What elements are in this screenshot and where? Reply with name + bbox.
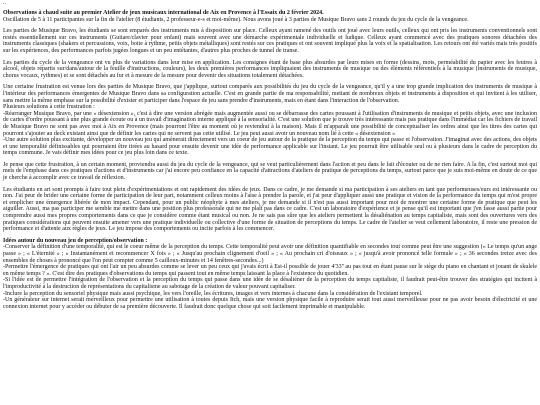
paragraph-action-frustration: Je pense que cette frustration, à un certain moment, proviendra aussi du jeu du cycle de la vengeance, qui se veut particulièrement dans l'action et peu dans le fait d'écouter ou de ne rien faire. A la fin, c'est surtout moi qui mets de l'emphase dans ces pratiques d'actions et d'instruments car j'ai encore peu confiance en la capacité d'attractions d'ateliers de pratique de perceptions du temps, surtout parce que je suis moi-même en doute de ce que je cherche à accomplir avec ce travail de réflexion. xyxy=(3,161,537,182)
idea-item: -Un générateur sur internet serait merveilleux pour permettre une utilisation à toutes depuis Itch, mais une version physique facile à reproduire serait tout aussi merveilleuse pour ne pas avoir besoin d'électricité et une connexion internet pour y accéder ou débuter de sa première découverte. Il faudrait donc quelque chose qui soit facilement imprimable et manipulable. xyxy=(3,297,537,310)
header-dots: .. xyxy=(3,0,6,6)
idea-item: -Conserver la définition d'une temporalité, qui est le coeur même de la perception du temps. Cette temporalité peut avoir une définition quantifiable en secondes tout comme peut être une suggestion (« Le temps qu'un ange passe » ; « L'éternité » ; « Instantanément et recommencer X fois » ; « Jusqu'au prochain clignement d'oeil » ; « Au prochain cri d'oiseaux » ; « jusqu'à avoir prononcé telle formule » ; « 36 secondes treize avec des ensembles de choses à prononcé que l'on peut compter comme 5 cailloux-minutes et 14 fenêtres-secondes...) xyxy=(3,244,537,264)
paragraph-cycle-vengeance: Les parties du cycle de la vengeance ont vu plus de variations dans leur mise en application. Les consignes étant de base plus absurdes par leurs mises en forme (dessins, mots, perméabilité du papier avec les feutres à alcool, objets répartis sur/dans/autour de la feuille d'instructions, couleurs), les deux premières performances impliquaient des instruments de musique ou des éléments référentiels à la musique (instruments de musique, chorus vocaux, rythmes) et se sont détachés au fur et à mesure de la mesure pour devenir des situations totalement détachées. xyxy=(3,59,537,79)
frustration-text: Une certaine frustration est venue lors des parties de Musique Bravo, que j'applique, surtout comparés aux possibilités du jeu du cycle de la vengeance, qu'il y a une trop grande implication des instruments de musique à l'intérieur des performances émergentes de Musique Bravo dans sa configuration actuelle. C'est en grande partie de ma responsabilité, mettant de nombreux objets et instruments à disposition et qui invitent à les utiliser, sans mettre la même emphase sur la possibilité d'exister et participer dans l'espace de jeu sans prendre d'instruments, mais en étant dans l'interaction de l'observation. xyxy=(3,84,537,104)
solution-desextension: -Réarranger Musique Bravo, par une « désextension », c'est à dire une version abrégée mais augmentée aussi ou se débarrasse des cartes poussant à l'utilisation d'instruments de musique et petits objets, avec une inclusion de cartes d'ordre poussant à une plus grande écoute ou à un travail d'imagination interne appliqué à la sensorialité. C'est une solution que je trouve très intéressante mais pas pratique dans l'immédiat car les fichiers de travail de Musique Bravo ne sont pas avec moi à Aix en Provence (mais pourront l'être au moment où je reviendrai à la maison). Mais il m'apparaît une possibilité de conceptualiser les ordres ainsi que les titres des cartes qui pourront s'ajouter au deck existant ainsi que de définir les cartes qui ne servent pas cette utilisé. Le jeu peut aussi avoir un nouveau nom lié à cette « désextension » xyxy=(3,110,537,137)
idea-item: -Si l'idée est de permettre l'intégration de l'observation et la perception du temps qui passe dans une idée de se désaliéner de la perception du temps capitaliste, il faudrait peut-être trouver des stratégies qui incitent à l'improductivité à la destruction de représentations du capitalisme au sabotage de la création de valeur pouvant capitaliser. xyxy=(3,277,537,290)
document-page xyxy=(3,0,537,310)
document-title: Observations à chaud suite au premier Atelier de jeux musicaux international de Aix en Provence à l'Essaix du 2 février 2024. xyxy=(3,10,324,16)
solution-new-game: -Une autre solution plus excitante, développer un nouveau jeu qui amènerait directement vers un coeur de jeu autour de la pratique de la perception du temps qui passe et l'observation. J'imaginai avec des actions, des objets et une temporalité définissables qui pourraient être tirées au hasard pour ensuite devenir une idée de performance applicable sur l'instant. Le jeu pourrait être utilisable seul ou à plusieurs dans le cadre de perception du temps commune. Je vais définir mes idées pour ce jeu plus loin dans ce texte. xyxy=(3,137,537,157)
intro-text: Oscillation de 5 à 11 participantes sur la fin de l'atelier (8 étudiants, 2 professeur-e-s et moi-même). Nous avons joué à 3 parties de Musique Bravo sans 2 rounds du jeu du cycle de la vengeance. xyxy=(3,16,469,23)
ideas-heading: Idées autour du nouveau jeu de perception/observation : xyxy=(3,237,148,244)
paragraph-frustration xyxy=(3,84,537,157)
paragraph-musique-bravo: Les parties de Musique Bravo, les étudiants se sont emparés des instruments mis à disposition sur place. Celleux ayant ramené des outils ont joué avec leurs outils, celleux qui ont pris les instruments conventionnels sont restés essentiellement sur ces instruments (Guitare/clavier pour enfant) mais souvent avec une démarche expérimentale individuelle et ludique. Celleux ayant commencé avec des pratiques sonores détachées des instruments classiques (shakers et percussions, voix, boite à rythme, petits objets métalliques) sont restés sur ces pratiques et ont souvent impliqué plus la voix et la spatialisation. Les retours ont été variés mais très positifs sur les expériences, des performances parfois jugées longues et un peu entêtantes, d'autres plus proches de tunnel de transe. xyxy=(3,28,537,54)
idea-item: -Permettre l'émergence de pratiques qui ont l'air un peu absurdes comme se lever un peu ceux qui j'avais écrit à Est-il possible de jouer 4'33'' au pas tout en étant pause sur le siège du piano en chantant et jouant de skulele en même temps ? ». C'est dire des pratiques d'observations du temps qui passent tout en même temps laissant la place à l'existence du quotidien. xyxy=(3,264,537,277)
ideas-section xyxy=(3,238,537,311)
solutions-intro: Plusieurs solutions à cette frustration : xyxy=(3,104,95,111)
paragraph-participation: Les étudiants en art sont prompts à faire tout plein d'expérimentations et ont rapidement des idées de jeux. Dans ce cadre, je me demande si ma participation à ses ateliers en tant que performeuses/eurs est intéressante ou non. J'ai peur de brider une certaine forme de participation de leur part, notamment celleux moins à l'aise à prendre la parole, et j'ai peur d'appliquer aussi une pratique et vision de la performance du temps qui m'est propre et emplicher une émergence libérée de mon impact. Cependant, pour un public néophyte à mes ateliers, je me demande si il n'est pas aussi important pour moi de montrer une certaine forme de pratique que peut les aiguiller. Aussi, ma pas participer me semble me mettre dans une position plus professorale qui ne me plaît pas dans ce cadre. C'est un laboratoire d'expérience et je pense qu'il est important que j'en fasse aussi partie pour comprendre aussi mes propres comportements dans ce que je considère comme étant musical ou non. Je ne sais pas sûre que les ateliers permettent la désaliénation au temps capitaliste, mais sont des ouvertures vers des pratiques considérations qui peuvent ensuite amener vers une pratique individuelle ou collective d'une forme de situation de perceptions du temps. Le cadre de l'atelier se veut cellement laboratoire, il reste une pression de performance et d'attente aux règles de jeux. Le jeu impose des comportements ou incite parfois à les commencer. xyxy=(3,186,537,233)
idea-item: -Inclure la perception du sensoriel physique mais aussi psychique, les vers l'oreille, les écritures, images et vers internes à chacune dans la considération de l'existant temporel. xyxy=(3,290,423,297)
intro-paragraph xyxy=(3,10,537,23)
